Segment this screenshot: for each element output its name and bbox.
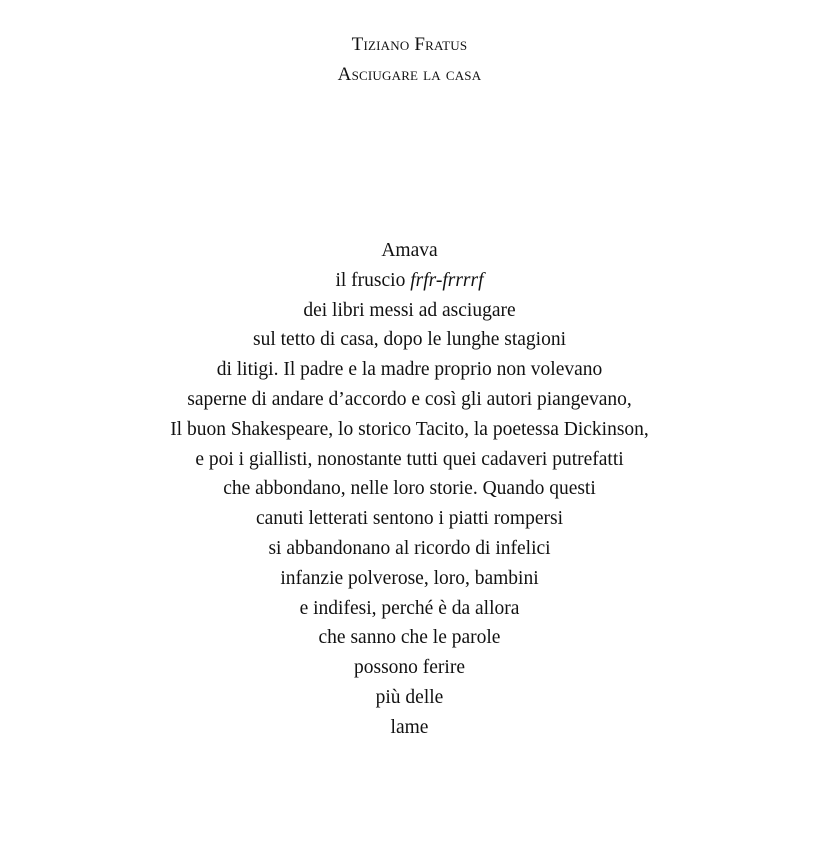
poem-line-17: lame [390, 716, 429, 738]
poem-line-10: canuti letterati sentono i piatti rompersi [255, 508, 564, 530]
poem-line-5: di litigi. Il padre e la madre proprio non volevano [216, 359, 603, 381]
poem-line-7: Il buon Shakespeare, lo storico Tacito, la poetessa Dickinson, [170, 418, 649, 440]
poem-line-2-text: il fruscio [335, 269, 411, 291]
poem-line-9: che abbondano, nelle loro storie. Quando questi [223, 478, 596, 500]
poem-line-3: dei libri messi ad asciugare [303, 299, 516, 321]
author-name: Tiziano Fratus [351, 34, 468, 55]
poem-line-14: che sanno che le parole [318, 627, 501, 649]
poem-line-11: si abbandonano al ricordo di infelici [268, 537, 551, 559]
poem-line-1: Amava [381, 240, 438, 261]
poem-line-15: possono ferire [353, 657, 465, 679]
poem-line-8: e poi i giallisti, nonostante tutti quei cadaveri putrefatti [195, 448, 624, 470]
onomatopoeia-italic: frfr-frrrrf [410, 269, 484, 291]
poem-line-2 [0, 266, 819, 296]
poem-line-16: più delle [375, 686, 444, 708]
poem-line-13: e indifesi, perché è da allora [299, 597, 520, 619]
poem-line-6: saperne di andare d’accordo e così gli autori piangevano, [187, 388, 632, 410]
poem-body [0, 236, 819, 743]
poem-line-4: sul tetto di casa, dopo le lunghe stagioni [252, 329, 567, 351]
poem-line-12: infanzie polverose, loro, bambini [280, 567, 539, 589]
poem-title: Asciugare la casa [337, 64, 482, 85]
